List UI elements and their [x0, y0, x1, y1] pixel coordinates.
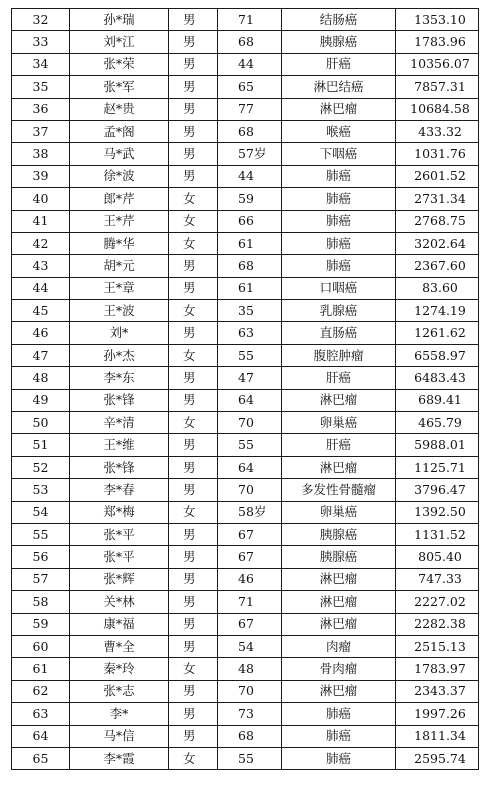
table-row [12, 300, 479, 322]
row-number-cell: 47 [12, 344, 70, 366]
patient-name-cell: 辛*清 [70, 412, 169, 434]
diagnosis-cell: 淋巴瘤 [282, 456, 396, 478]
amount-cell: 3202.64 [396, 232, 479, 254]
sex-cell: 男 [169, 613, 218, 635]
diagnosis-cell: 肺癌 [282, 232, 396, 254]
sex-cell: 女 [169, 344, 218, 366]
age-cell: 70 [218, 680, 282, 702]
row-number-cell: 50 [12, 412, 70, 434]
row-number-cell: 51 [12, 434, 70, 456]
amount-cell: 2343.37 [396, 680, 479, 702]
row-number-cell: 49 [12, 389, 70, 411]
diagnosis-cell: 淋巴瘤 [282, 613, 396, 635]
amount-cell: 805.40 [396, 546, 479, 568]
age-cell: 65 [218, 76, 282, 98]
sex-cell: 男 [169, 277, 218, 299]
table-row [12, 344, 479, 366]
row-number-cell: 62 [12, 680, 70, 702]
diagnosis-cell: 肝癌 [282, 367, 396, 389]
table-row [12, 725, 479, 747]
row-number-cell: 42 [12, 232, 70, 254]
row-number-cell: 45 [12, 300, 70, 322]
table-row [12, 635, 479, 657]
table-row [12, 747, 479, 769]
amount-cell: 6483.43 [396, 367, 479, 389]
diagnosis-cell: 肝癌 [282, 434, 396, 456]
table-row [12, 568, 479, 590]
table-row [12, 456, 479, 478]
age-cell: 64 [218, 389, 282, 411]
row-number-cell: 34 [12, 53, 70, 75]
table-row [12, 120, 479, 142]
table-row [12, 31, 479, 53]
diagnosis-cell: 肺癌 [282, 747, 396, 769]
sex-cell: 男 [169, 725, 218, 747]
age-cell: 68 [218, 255, 282, 277]
table-row [12, 76, 479, 98]
table-row [12, 53, 479, 75]
amount-cell: 1392.50 [396, 501, 479, 523]
table-body [12, 9, 479, 770]
age-cell: 55 [218, 747, 282, 769]
patient-name-cell: 张*锋 [70, 456, 169, 478]
amount-cell: 3796.47 [396, 479, 479, 501]
amount-cell: 1783.96 [396, 31, 479, 53]
table-row [12, 501, 479, 523]
patient-name-cell: 孙*瑞 [70, 9, 169, 31]
age-cell: 59 [218, 188, 282, 210]
age-cell: 61 [218, 277, 282, 299]
patient-name-cell: 张*辉 [70, 568, 169, 590]
diagnosis-cell: 直肠癌 [282, 322, 396, 344]
patient-name-cell: 马*信 [70, 725, 169, 747]
patient-name-cell: 秦*玲 [70, 658, 169, 680]
row-number-cell: 56 [12, 546, 70, 568]
age-cell: 68 [218, 725, 282, 747]
table-row [12, 613, 479, 635]
amount-cell: 2601.52 [396, 165, 479, 187]
sex-cell: 男 [169, 165, 218, 187]
sex-cell: 女 [169, 658, 218, 680]
sex-cell: 女 [169, 300, 218, 322]
diagnosis-cell: 下咽癌 [282, 143, 396, 165]
row-number-cell: 64 [12, 725, 70, 747]
patient-name-cell: 刘*江 [70, 31, 169, 53]
age-cell: 71 [218, 591, 282, 613]
table-row [12, 9, 479, 31]
diagnosis-cell: 腹腔肿瘤 [282, 344, 396, 366]
sex-cell: 男 [169, 367, 218, 389]
age-cell: 44 [218, 165, 282, 187]
amount-cell: 2227.02 [396, 591, 479, 613]
sex-cell: 男 [169, 31, 218, 53]
diagnosis-cell: 肺癌 [282, 165, 396, 187]
diagnosis-cell: 肺癌 [282, 210, 396, 232]
patient-name-cell: 刘* [70, 322, 169, 344]
amount-cell: 1811.34 [396, 725, 479, 747]
age-cell: 73 [218, 703, 282, 725]
diagnosis-cell: 肺癌 [282, 255, 396, 277]
amount-cell: 2367.60 [396, 255, 479, 277]
amount-cell: 689.41 [396, 389, 479, 411]
patient-name-cell: 郑*梅 [70, 501, 169, 523]
table-row [12, 546, 479, 568]
age-cell: 77 [218, 98, 282, 120]
table-row [12, 658, 479, 680]
patient-name-cell: 腾*华 [70, 232, 169, 254]
table-row [12, 523, 479, 545]
sex-cell: 男 [169, 255, 218, 277]
row-number-cell: 61 [12, 658, 70, 680]
amount-cell: 2515.13 [396, 635, 479, 657]
patient-name-cell: 李*东 [70, 367, 169, 389]
row-number-cell: 32 [12, 9, 70, 31]
diagnosis-cell: 淋巴瘤 [282, 680, 396, 702]
age-cell: 55 [218, 434, 282, 456]
table-row [12, 680, 479, 702]
patient-name-cell: 张*荣 [70, 53, 169, 75]
row-number-cell: 52 [12, 456, 70, 478]
sex-cell: 女 [169, 501, 218, 523]
amount-cell: 1261.62 [396, 322, 479, 344]
amount-cell: 433.32 [396, 120, 479, 142]
sex-cell: 男 [169, 389, 218, 411]
amount-cell: 1131.52 [396, 523, 479, 545]
patient-name-cell: 王*维 [70, 434, 169, 456]
table-row [12, 479, 479, 501]
sex-cell: 女 [169, 747, 218, 769]
patient-records-table [11, 8, 479, 770]
sex-cell: 男 [169, 120, 218, 142]
row-number-cell: 43 [12, 255, 70, 277]
row-number-cell: 54 [12, 501, 70, 523]
amount-cell: 1353.10 [396, 9, 479, 31]
row-number-cell: 41 [12, 210, 70, 232]
row-number-cell: 59 [12, 613, 70, 635]
table-row [12, 210, 479, 232]
diagnosis-cell: 肺癌 [282, 188, 396, 210]
patient-name-cell: 徐*波 [70, 165, 169, 187]
age-cell: 64 [218, 456, 282, 478]
amount-cell: 2768.75 [396, 210, 479, 232]
sex-cell: 女 [169, 188, 218, 210]
row-number-cell: 36 [12, 98, 70, 120]
age-cell: 67 [218, 523, 282, 545]
table-row [12, 255, 479, 277]
diagnosis-cell: 卵巢癌 [282, 412, 396, 434]
age-cell: 67 [218, 613, 282, 635]
age-cell: 48 [218, 658, 282, 680]
diagnosis-cell: 喉癌 [282, 120, 396, 142]
patient-name-cell: 王*章 [70, 277, 169, 299]
diagnosis-cell: 淋巴瘤 [282, 568, 396, 590]
age-cell: 63 [218, 322, 282, 344]
patient-name-cell: 赵*贵 [70, 98, 169, 120]
diagnosis-cell: 肺癌 [282, 703, 396, 725]
amount-cell: 5988.01 [396, 434, 479, 456]
patient-name-cell: 张*志 [70, 680, 169, 702]
row-number-cell: 37 [12, 120, 70, 142]
diagnosis-cell: 淋巴结癌 [282, 76, 396, 98]
row-number-cell: 63 [12, 703, 70, 725]
sex-cell: 女 [169, 210, 218, 232]
patient-name-cell: 张*平 [70, 546, 169, 568]
sex-cell: 男 [169, 76, 218, 98]
row-number-cell: 60 [12, 635, 70, 657]
diagnosis-cell: 肝癌 [282, 53, 396, 75]
amount-cell: 1031.76 [396, 143, 479, 165]
table-row [12, 367, 479, 389]
table-row [12, 143, 479, 165]
age-cell: 68 [218, 120, 282, 142]
sex-cell: 男 [169, 568, 218, 590]
amount-cell: 6558.97 [396, 344, 479, 366]
age-cell: 68 [218, 31, 282, 53]
table-row [12, 277, 479, 299]
row-number-cell: 46 [12, 322, 70, 344]
sex-cell: 男 [169, 456, 218, 478]
patient-name-cell: 王*波 [70, 300, 169, 322]
amount-cell: 1125.71 [396, 456, 479, 478]
table-row [12, 591, 479, 613]
sex-cell: 男 [169, 479, 218, 501]
patient-name-cell: 张*平 [70, 523, 169, 545]
patient-name-cell: 张*锋 [70, 389, 169, 411]
sex-cell: 男 [169, 546, 218, 568]
amount-cell: 10356.07 [396, 53, 479, 75]
patient-name-cell: 李* [70, 703, 169, 725]
sex-cell: 男 [169, 322, 218, 344]
age-cell: 54 [218, 635, 282, 657]
row-number-cell: 44 [12, 277, 70, 299]
diagnosis-cell: 淋巴瘤 [282, 591, 396, 613]
row-number-cell: 53 [12, 479, 70, 501]
age-cell: 71 [218, 9, 282, 31]
sex-cell: 男 [169, 523, 218, 545]
sex-cell: 男 [169, 53, 218, 75]
age-cell: 55 [218, 344, 282, 366]
sex-cell: 女 [169, 232, 218, 254]
amount-cell: 1274.19 [396, 300, 479, 322]
age-cell: 61 [218, 232, 282, 254]
amount-cell: 10684.58 [396, 98, 479, 120]
row-number-cell: 35 [12, 76, 70, 98]
diagnosis-cell: 骨肉瘤 [282, 658, 396, 680]
amount-cell: 747.33 [396, 568, 479, 590]
diagnosis-cell: 口咽癌 [282, 277, 396, 299]
age-cell: 66 [218, 210, 282, 232]
sex-cell: 男 [169, 143, 218, 165]
diagnosis-cell: 胰腺癌 [282, 523, 396, 545]
row-number-cell: 38 [12, 143, 70, 165]
amount-cell: 2731.34 [396, 188, 479, 210]
amount-cell: 7857.31 [396, 76, 479, 98]
sex-cell: 男 [169, 635, 218, 657]
age-cell: 47 [218, 367, 282, 389]
row-number-cell: 58 [12, 591, 70, 613]
table-row [12, 703, 479, 725]
row-number-cell: 39 [12, 165, 70, 187]
age-cell: 70 [218, 412, 282, 434]
age-cell: 35 [218, 300, 282, 322]
diagnosis-cell: 多发性骨髓瘤 [282, 479, 396, 501]
diagnosis-cell: 肺癌 [282, 725, 396, 747]
row-number-cell: 33 [12, 31, 70, 53]
age-cell: 58岁 [218, 501, 282, 523]
amount-cell: 2282.38 [396, 613, 479, 635]
patient-name-cell: 关*林 [70, 591, 169, 613]
patient-name-cell: 张*军 [70, 76, 169, 98]
age-cell: 70 [218, 479, 282, 501]
row-number-cell: 55 [12, 523, 70, 545]
patient-name-cell: 马*武 [70, 143, 169, 165]
amount-cell: 1783.97 [396, 658, 479, 680]
table-row [12, 412, 479, 434]
amount-cell: 465.79 [396, 412, 479, 434]
patient-name-cell: 李*霞 [70, 747, 169, 769]
age-cell: 46 [218, 568, 282, 590]
patient-name-cell: 胡*元 [70, 255, 169, 277]
age-cell: 57岁 [218, 143, 282, 165]
table-row [12, 322, 479, 344]
patient-name-cell: 李*春 [70, 479, 169, 501]
row-number-cell: 57 [12, 568, 70, 590]
table-row [12, 165, 479, 187]
diagnosis-cell: 淋巴瘤 [282, 389, 396, 411]
sex-cell: 男 [169, 680, 218, 702]
table-row [12, 389, 479, 411]
row-number-cell: 65 [12, 747, 70, 769]
sex-cell: 女 [169, 412, 218, 434]
sex-cell: 男 [169, 9, 218, 31]
row-number-cell: 40 [12, 188, 70, 210]
patient-name-cell: 孟*阁 [70, 120, 169, 142]
patient-name-cell: 曹*全 [70, 635, 169, 657]
age-cell: 67 [218, 546, 282, 568]
patient-name-cell: 孙*杰 [70, 344, 169, 366]
amount-cell: 83.60 [396, 277, 479, 299]
sex-cell: 男 [169, 703, 218, 725]
diagnosis-cell: 结肠癌 [282, 9, 396, 31]
diagnosis-cell: 胰腺癌 [282, 31, 396, 53]
diagnosis-cell: 乳腺癌 [282, 300, 396, 322]
patient-name-cell: 康*福 [70, 613, 169, 635]
age-cell: 44 [218, 53, 282, 75]
diagnosis-cell: 卵巢癌 [282, 501, 396, 523]
diagnosis-cell: 胰腺癌 [282, 546, 396, 568]
table-row [12, 434, 479, 456]
amount-cell: 1997.26 [396, 703, 479, 725]
table-row [12, 98, 479, 120]
diagnosis-cell: 肉瘤 [282, 635, 396, 657]
sex-cell: 男 [169, 98, 218, 120]
table-row [12, 232, 479, 254]
patient-name-cell: 郎*芹 [70, 188, 169, 210]
patient-name-cell: 王*芹 [70, 210, 169, 232]
amount-cell: 2595.74 [396, 747, 479, 769]
diagnosis-cell: 淋巴瘤 [282, 98, 396, 120]
sex-cell: 男 [169, 434, 218, 456]
table-row [12, 188, 479, 210]
row-number-cell: 48 [12, 367, 70, 389]
sex-cell: 男 [169, 591, 218, 613]
